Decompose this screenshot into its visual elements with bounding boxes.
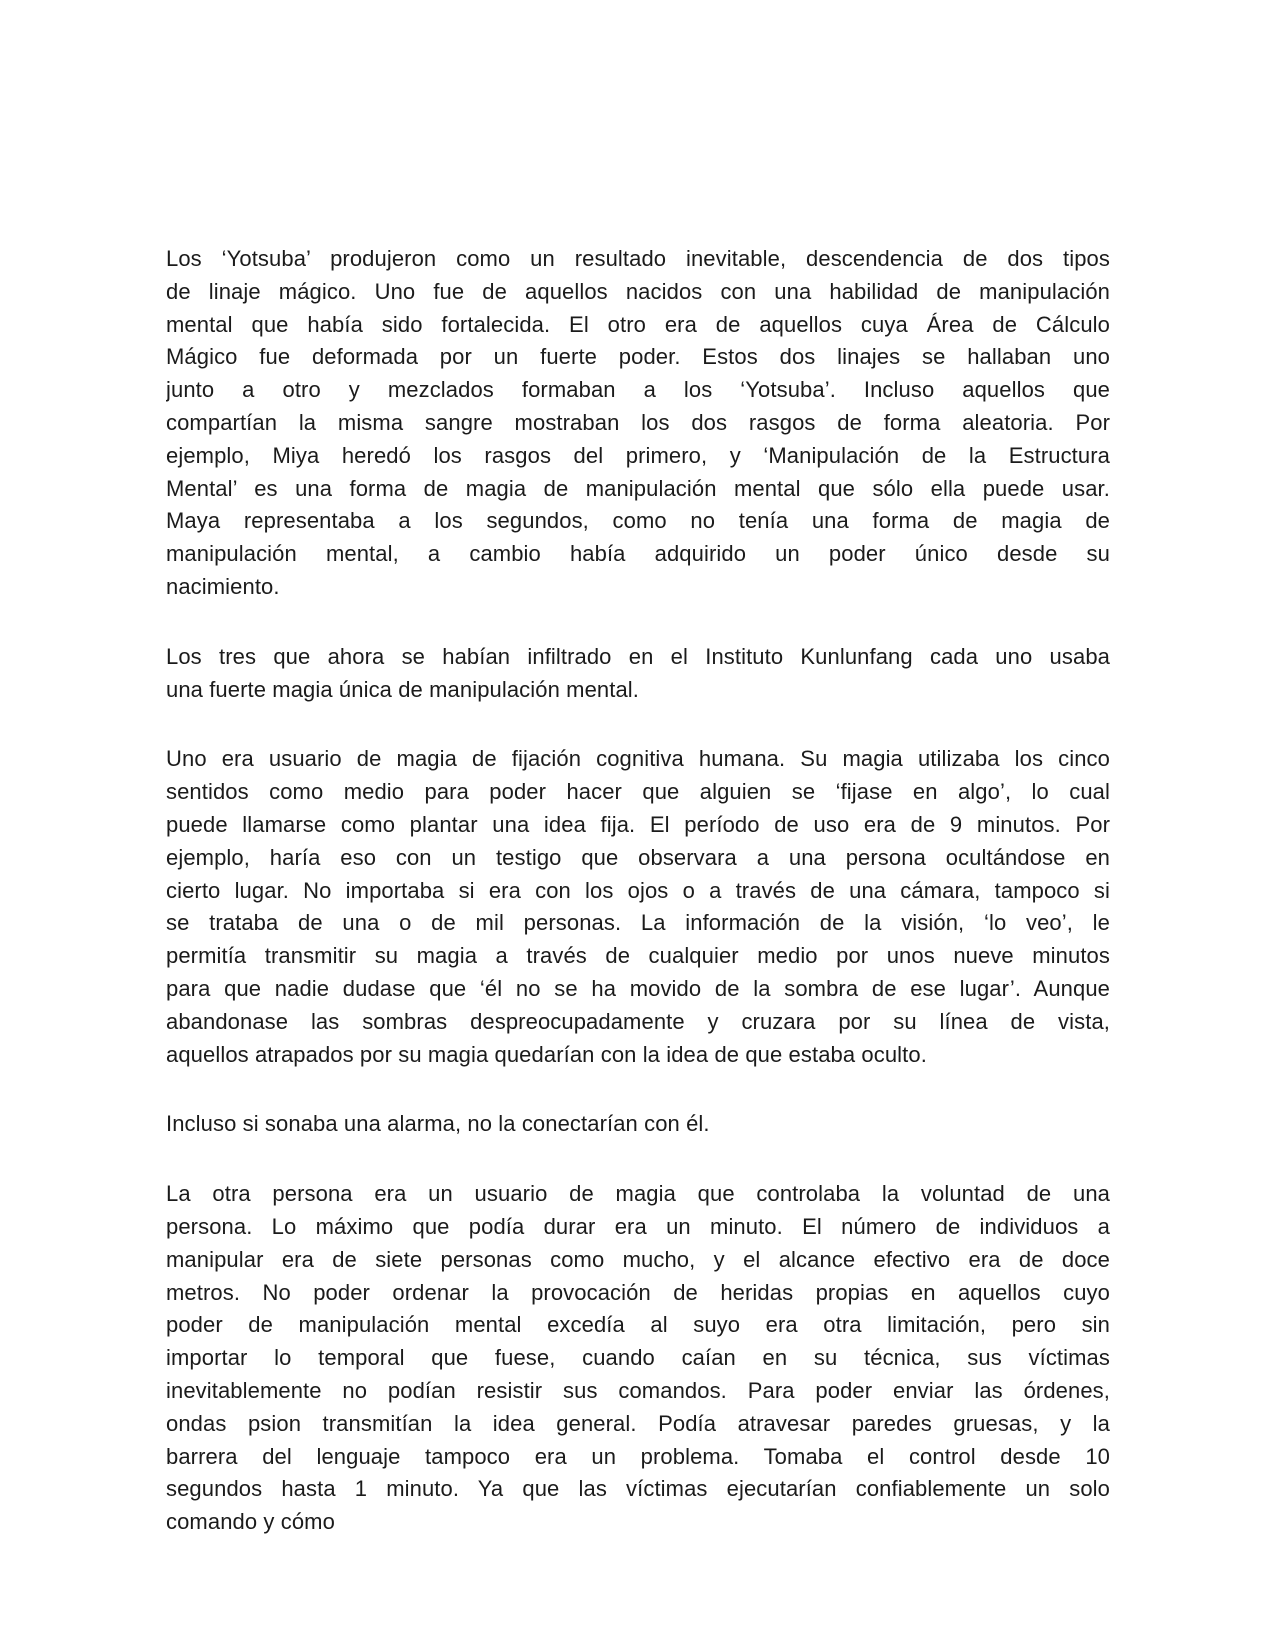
- text-line: para que nadie dudase que ‘él no se ha movido de la sombra de ese lugar’. Aunque: [166, 975, 1110, 1001]
- paragraph-3: [166, 743, 1110, 1071]
- text-line: cierto lugar. No importaba si era con los ojos o a través de una cámara, tampoco si: [166, 877, 1110, 903]
- text-line: manipular era de siete personas como mucho, y el alcance efectivo era de doce: [166, 1246, 1110, 1272]
- text-line: una fuerte magia única de manipulación mental.: [166, 676, 640, 702]
- paragraph-1: [166, 243, 1110, 604]
- text-line: se trataba de una o de mil personas. La información de la visión, ‘lo veo’, le: [166, 910, 1110, 936]
- text-line: barrera del lenguaje tampoco era un problema. Tomaba el control desde 10: [166, 1443, 1110, 1469]
- paragraph-4: [166, 1108, 1110, 1141]
- text-line: aquellos atrapados por su magia quedarían con la idea de que estaba oculto.: [166, 1041, 927, 1067]
- text-line: abandonase las sombras despreocupadamente y cruzara por su línea de vista,: [166, 1008, 1110, 1034]
- text-line: importar lo temporal que fuese, cuando caían en su técnica, sus víctimas: [166, 1345, 1110, 1371]
- text-line: poder de manipulación mental excedía al suyo era otra limitación, pero sin: [166, 1312, 1110, 1338]
- text-block: [166, 243, 1110, 1539]
- text-line: Maya representaba a los segundos, como no tenía una forma de magia de: [166, 508, 1110, 534]
- text-line: segundos hasta 1 minuto. Ya que las víctimas ejecutarían confiablemente un solo: [166, 1476, 1110, 1502]
- text-line: ejemplo, haría eso con un testigo que observara a una persona ocultándose en: [166, 844, 1110, 870]
- text-line: nacimiento.: [166, 573, 280, 599]
- text-line: ondas psion transmitían la idea general. Podía atravesar paredes gruesas, y la: [166, 1410, 1110, 1436]
- text-line: Incluso si sonaba una alarma, no la conectarían con él.: [166, 1111, 710, 1137]
- text-line: Los ‘Yotsuba’ produjeron como un resultado inevitable, descendencia de dos tipos: [166, 246, 1110, 271]
- text-line: de linaje mágico. Uno fue de aquellos nacidos con una habilidad de manipulación: [166, 278, 1110, 304]
- text-line: sentidos como medio para poder hacer que alguien se ‘fijase en algo’, lo cual: [166, 779, 1110, 805]
- text-line: Mental’ es una forma de magia de manipulación mental que sólo ella puede usar.: [166, 475, 1110, 501]
- text-line: Uno era usuario de magia de fijación cognitiva humana. Su magia utilizaba los cinco: [166, 746, 1110, 772]
- text-line: La otra persona era un usuario de magia que controlaba la voluntad de una: [166, 1181, 1110, 1207]
- paragraph-2: [166, 641, 1110, 707]
- text-line: Los tres que ahora se habían infiltrado en el Instituto Kunlunfang cada uno usaba: [166, 643, 1110, 669]
- text-line: permitía transmitir su magia a través de cualquier medio por unos nueve minutos: [166, 943, 1110, 969]
- text-line: compartían la misma sangre mostraban los dos rasgos de forma aleatoria. Por: [166, 409, 1110, 435]
- text-line: inevitablemente no podían resistir sus comandos. Para poder enviar las órdenes,: [166, 1377, 1110, 1403]
- text-line: puede llamarse como plantar una idea fija. El período de uso era de 9 minutos. Por: [166, 811, 1110, 837]
- text-line: ejemplo, Miya heredó los rasgos del primero, y ‘Manipulación de la Estructura: [166, 442, 1110, 468]
- text-line: comando y cómo: [166, 1509, 335, 1535]
- text-line: manipulación mental, a cambio había adquirido un poder único desde su: [166, 541, 1110, 567]
- paragraph-5: [166, 1178, 1110, 1539]
- text-line: mental que había sido fortalecida. El otro era de aquellos cuya Área de Cálculo: [166, 311, 1110, 337]
- text-line: junto a otro y mezclados formaban a los ‘Yotsuba’. Incluso aquellos que: [166, 377, 1110, 403]
- text-line: Mágico fue deformada por un fuerte poder. Estos dos linajes se hallaban uno: [166, 344, 1110, 370]
- text-line: persona. Lo máximo que podía durar era un minuto. El número de individuos a: [166, 1213, 1110, 1239]
- text-line: metros. No poder ordenar la provocación de heridas propias en aquellos cuyo: [166, 1279, 1110, 1305]
